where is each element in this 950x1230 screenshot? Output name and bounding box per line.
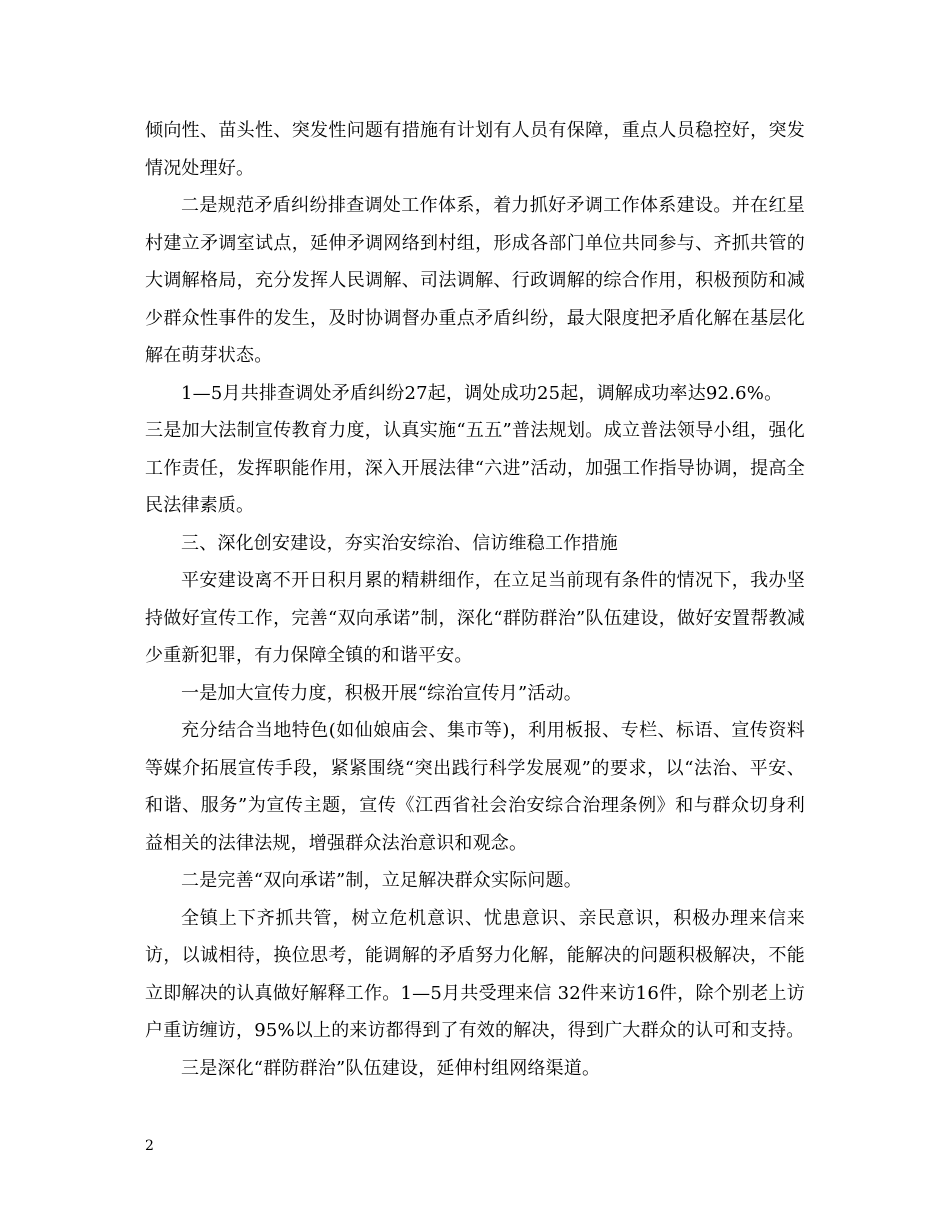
paragraph-9: 二是完善“双向承诺”制，立足解决群众实际问题。 bbox=[181, 870, 583, 891]
paragraph-4: 三是加大法制宣传教育力度，认真实施“五五”普法规划。成立普法领导小组，强化工作责任，发挥职能作用，深入开展法律“六进”活动，加强工作指导协调，提高全民法律素质。 bbox=[145, 420, 805, 516]
document-body bbox=[145, 112, 805, 1087]
paragraph-8: 充分结合当地特色(如仙娘庙会、集市等)，利用板报、专栏、标语、宣传资料等媒介拓展宣传手段，紧紧围绕“突出践行科学发展观”的要求，以“法治、平安、和谐、服务”为宣传主题，宣传《江西省社会治安综合治理条例》和与群众切身利益相关的法律法规，增强群众法治意识和观念。 bbox=[145, 720, 805, 854]
paragraph-10: 全镇上下齐抓共管，树立危机意识、忧患意识、亲民意识，积极办理来信来访，以诚相待，换位思考，能调解的矛盾努力化解，能解决的问题积极解决，不能立即解决的认真做好解释工作。1—5月共受理来信 32件来访16件，除个别老上访户重访缠访，95%以上的来访都得到了有效的解决，得到广大群众的认可和支持。 bbox=[145, 907, 805, 1041]
section-heading-3: 三、深化创安建设，夯实治安综治、信访维稳工作措施 bbox=[181, 532, 618, 554]
paragraph-7: 一是加大宣传力度，积极开展“综治宣传月”活动。 bbox=[181, 682, 583, 704]
paragraph-11: 三是深化“群防群治”队伍建设，延伸村组网络渠道。 bbox=[181, 1057, 601, 1079]
paragraph-1: 倾向性、苗头性、突发性问题有措施有计划有人员有保障，重点人员稳控好，突发情况处理好。 bbox=[145, 120, 805, 179]
paragraph-2: 二是规范矛盾纠纷排查调处工作体系，着力抓好矛调工作体系建设。并在红星村建立矛调室试点，延伸矛调网络到村组，形成各部门单位共同参与、齐抓共管的大调解格局，充分发挥人民调解、司法调解、行政调解的综合作用，积极预防和减少群众性事件的发生，及时协调督办重点矛盾纠纷，最大限度把矛盾化解在基层化解在萌芽状态。 bbox=[145, 195, 805, 366]
paragraph-3: 1—5月共排查调处矛盾纠纷27起，调处成功25起，调解成功率达92.6%。 bbox=[181, 382, 783, 404]
paragraph-6: 平安建设离不开日积月累的精耕细作，在立足当前现有条件的情况下，我办坚持做好宣传工作，完善“双向承诺”制，深化“群防群治”队伍建设，做好安置帮教减少重新犯罪，有力保障全镇的和谐平安。 bbox=[145, 570, 805, 666]
page-number: 2 bbox=[145, 1138, 154, 1154]
